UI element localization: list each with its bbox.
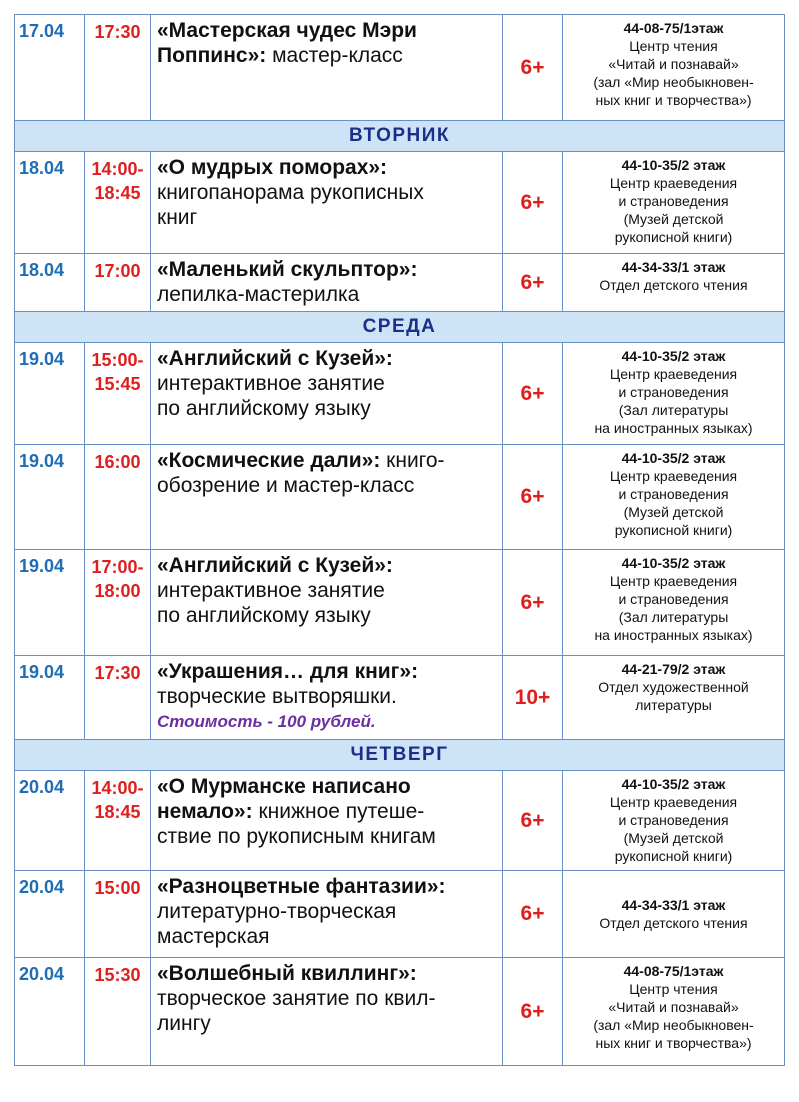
day-label: ВТОРНИК xyxy=(15,121,785,152)
phone-floor: 44-34-33/1 этаж xyxy=(621,259,726,275)
phone-floor: 44-10-35/2 этаж xyxy=(621,776,726,792)
event-time: 16:00 xyxy=(85,445,151,550)
event-time: 14:00- 18:45 xyxy=(85,152,151,254)
age-rating: 6+ xyxy=(503,771,563,871)
age-rating: 6+ xyxy=(503,152,563,254)
event-time: 17:30 xyxy=(85,656,151,740)
day-header xyxy=(15,312,785,343)
event-time: 17:30 xyxy=(85,15,151,121)
event-time: 17:00- 18:00 xyxy=(85,550,151,656)
event-location: 44-10-35/2 этаж Центр краеведения и страноведения (Зал литературы на иностранных языках) xyxy=(563,550,785,656)
event-row xyxy=(15,771,785,871)
event-date: 19.04 xyxy=(15,343,85,445)
event-row xyxy=(15,656,785,740)
event-date: 20.04 xyxy=(15,958,85,1066)
age-rating: 6+ xyxy=(503,958,563,1066)
event-title: «Английский с Кузей»: интерактивное занятие по английскому языку xyxy=(151,550,503,656)
event-row xyxy=(15,958,785,1066)
event-title: «Космические дали»: книго- обозрение и мастер-класс xyxy=(151,445,503,550)
age-rating: 6+ xyxy=(503,550,563,656)
event-time: 15:00- 15:45 xyxy=(85,343,151,445)
event-row xyxy=(15,550,785,656)
day-label: ЧЕТВЕРГ xyxy=(15,740,785,771)
event-date: 17.04 xyxy=(15,15,85,121)
event-location: 44-08-75/1этаж Центр чтения «Читай и познавай» (зал «Мир необыкновен- ных книг и творчества») xyxy=(563,15,785,121)
event-title: «Разноцветные фантазии»: литературно-творческая мастерская xyxy=(151,871,503,958)
event-date: 20.04 xyxy=(15,871,85,958)
phone-floor: 44-21-79/2 этаж xyxy=(621,661,726,677)
event-time: 15:30 xyxy=(85,958,151,1066)
event-location: 44-10-35/2 этаж Центр краеведения и страноведения (Музей детской рукописной книги) xyxy=(563,445,785,550)
event-date: 20.04 xyxy=(15,771,85,871)
event-location: 44-08-75/1этаж Центр чтения «Читай и познавай» (зал «Мир необыкновен- ных книг и творчества») xyxy=(563,958,785,1066)
age-rating: 6+ xyxy=(503,343,563,445)
event-date: 19.04 xyxy=(15,550,85,656)
day-label: СРЕДА xyxy=(15,312,785,343)
event-title: «Маленький скульптор»: лепилка-мастерилка xyxy=(151,254,503,312)
phone-floor: 44-08-75/1этаж xyxy=(623,20,724,36)
age-rating: 6+ xyxy=(503,254,563,312)
event-location: 44-34-33/1 этаж Отдел детского чтения xyxy=(563,871,785,958)
age-rating: 6+ xyxy=(503,15,563,121)
event-date: 19.04 xyxy=(15,445,85,550)
event-date: 18.04 xyxy=(15,152,85,254)
day-header xyxy=(15,121,785,152)
price-note: Стоимость - 100 рублей. xyxy=(157,712,376,731)
event-location: 44-21-79/2 этаж Отдел художественной литературы xyxy=(563,656,785,740)
event-date: 18.04 xyxy=(15,254,85,312)
event-location: 44-10-35/2 этаж Центр краеведения и страноведения (Зал литературы на иностранных языках) xyxy=(563,343,785,445)
phone-floor: 44-10-35/2 этаж xyxy=(621,555,726,571)
age-rating: 6+ xyxy=(503,871,563,958)
event-title: «Английский с Кузей»: интерактивное занятие по английскому языку xyxy=(151,343,503,445)
event-location: 44-10-35/2 этаж Центр краеведения и страноведения (Музей детской рукописной книги) xyxy=(563,771,785,871)
event-time: 17:00 xyxy=(85,254,151,312)
day-header xyxy=(15,740,785,771)
phone-floor: 44-08-75/1этаж xyxy=(623,963,724,979)
event-row xyxy=(15,343,785,445)
event-title: «Мастерская чудес Мэри Поппинс»: мастер-класс xyxy=(151,15,503,121)
event-time: 14:00- 18:45 xyxy=(85,771,151,871)
event-title: «О мудрых поморах»: книгопанорама рукописных книг xyxy=(151,152,503,254)
event-date: 19.04 xyxy=(15,656,85,740)
event-location: 44-10-35/2 этаж Центр краеведения и страноведения (Музей детской рукописной книги) xyxy=(563,152,785,254)
phone-floor: 44-10-35/2 этаж xyxy=(621,348,726,364)
event-title: «Украшения… для книг»: творческие вытворяшки. Стоимость - 100 рублей. xyxy=(151,656,503,740)
phone-floor: 44-34-33/1 этаж xyxy=(621,897,726,913)
event-location: 44-34-33/1 этаж Отдел детского чтения xyxy=(563,254,785,312)
event-row xyxy=(15,871,785,958)
event-row xyxy=(15,254,785,312)
event-title: «О Мурманске написано немало»: книжное путеше- ствие по рукописным книгам xyxy=(151,771,503,871)
event-row xyxy=(15,152,785,254)
age-rating: 6+ xyxy=(503,445,563,550)
phone-floor: 44-10-35/2 этаж xyxy=(621,157,726,173)
age-rating: 10+ xyxy=(503,656,563,740)
event-title: «Волшебный квиллинг»: творческое занятие по квил- лингу xyxy=(151,958,503,1066)
event-time: 15:00 xyxy=(85,871,151,958)
schedule-table xyxy=(14,14,785,1066)
phone-floor: 44-10-35/2 этаж xyxy=(621,450,726,466)
event-row xyxy=(15,15,785,121)
event-row xyxy=(15,445,785,550)
